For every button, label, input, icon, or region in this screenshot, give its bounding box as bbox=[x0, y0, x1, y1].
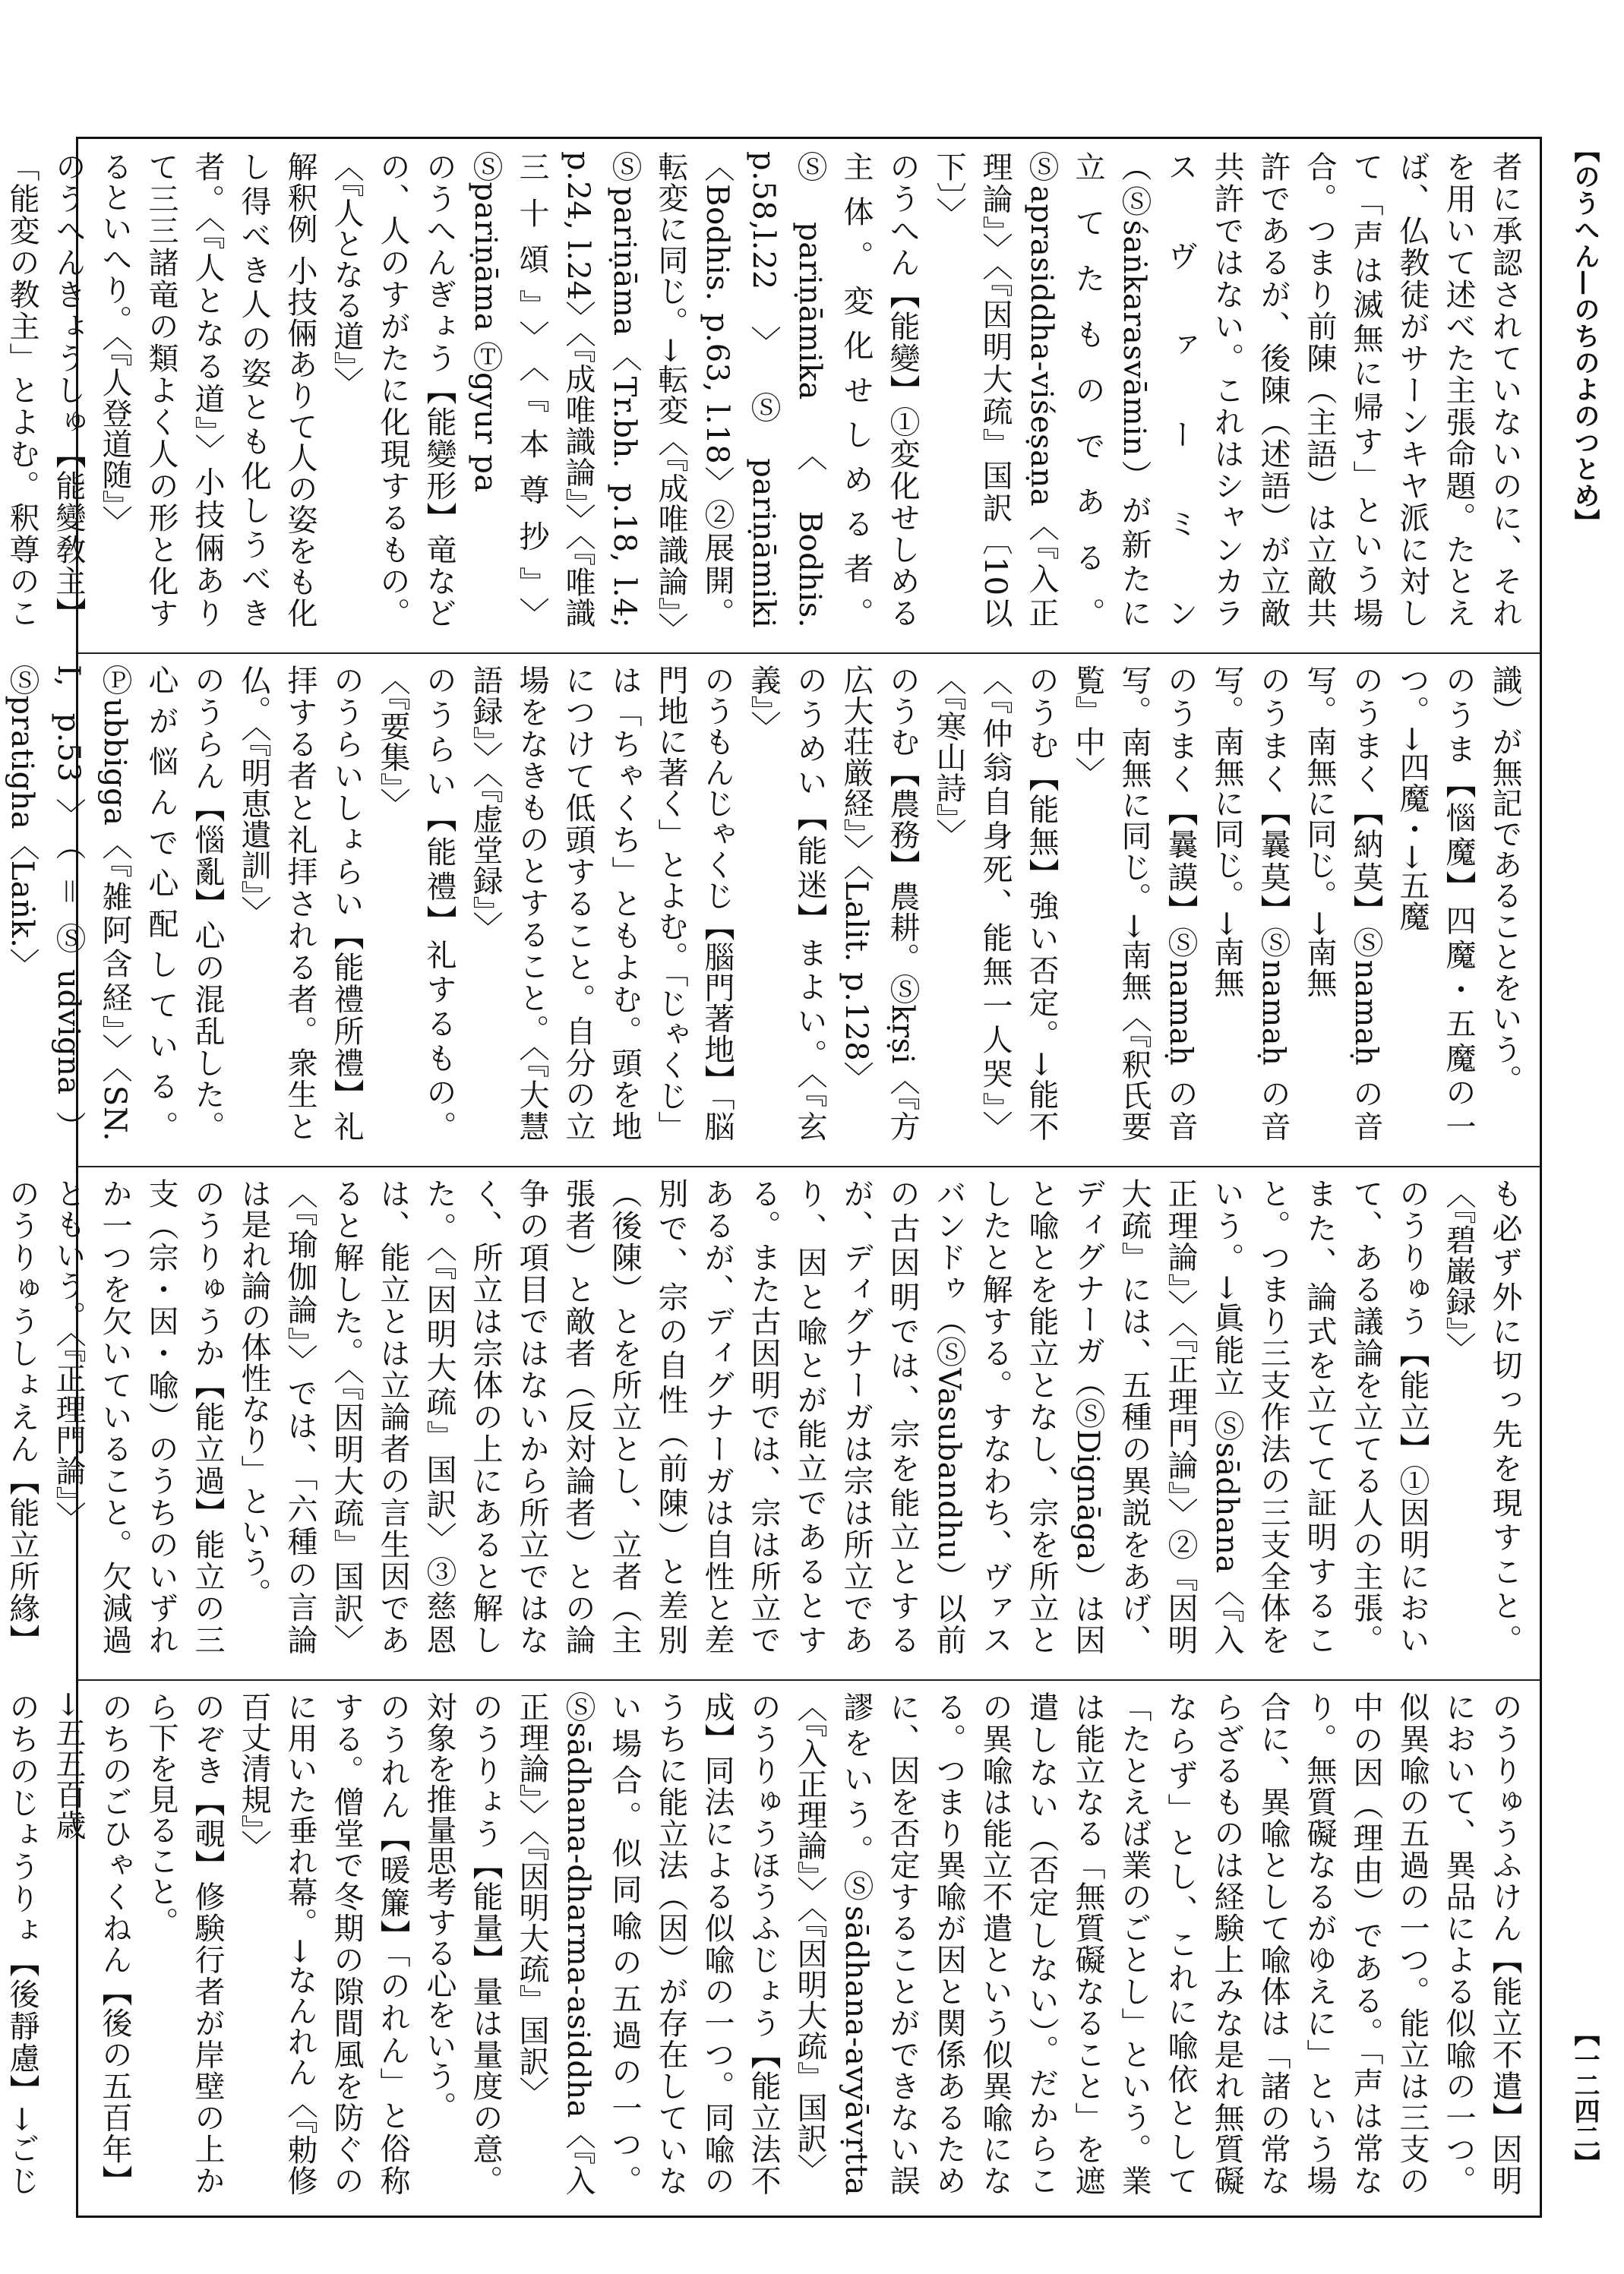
entry: のうらいしょらい【能禮所禮】礼拝する者と礼拝される者。衆生と仏。〈『明恵遺訓』〉 bbox=[236, 665, 364, 1142]
tier-2 bbox=[5, 665, 1528, 1142]
entry: のうま【惱魔】四魔・五魔の一つ。→四魔・→五魔 bbox=[1395, 665, 1476, 1142]
page-frame bbox=[5, 137, 1542, 2218]
entry: のうりゅうしょえん【能立所緣】 bbox=[5, 1178, 39, 1655]
entry: のうむ【農務】農耕。Ⓢkṛṣi〈『方広大荘厳経』〉〈Lalit. p.128〉 bbox=[839, 665, 920, 1142]
entry: のうらん【惱亂】心の混乱した。心が悩んで心配している。Ⓟubbigga〈『雑阿含経』〉〈SN. I, p.53〉（＝Ⓢudvigna）Ⓢpratigha〈Laṅk.〉 bbox=[5, 665, 225, 1142]
entry: のうまく【曩莫】Ⓢnamaḥ の音写。南無に同じ。→南無 bbox=[1209, 665, 1291, 1142]
entry: のぞき【覗】修験行者が岸壁の上から下を見ること。 bbox=[144, 1691, 225, 2196]
entry: のうめい【能迷】まよい。〈『玄義』〉 bbox=[746, 665, 827, 1142]
entry: のちのじょうりょ【後靜慮】→ごじ bbox=[5, 1691, 39, 2196]
entry: のうりゅうか【能立過】能立の三支（宗・因・喩）のうちのいずれか一つを欠いていること。欠減過ともいう。〈『正理門論』〉 bbox=[51, 1178, 225, 1655]
entry: のうまく【納莫】Ⓢnamaḥ の音写。南無に同じ。→南無 bbox=[1302, 665, 1383, 1142]
entry: のうへん【能變】①変化せしめる主体。変化せしめる者。Ⓢpariṇāmika〈Bodhis. p.58,l.22〉Ⓢpariṇāmiki〈Bodhis. p.63, l.18〉②展開。転変に同じ。→転変〈『成唯識論』〉Ⓢpariṇāma〈Tr.bh. p.18, l.4; p.24, l.24〉〈『成唯識論』〉〈『唯識三十頌』〉〈『本尊抄』〉Ⓢpariṇāma Ⓣgyur pa bbox=[468, 151, 920, 628]
tier-divider bbox=[78, 1166, 1540, 1167]
tier-divider bbox=[78, 1679, 1540, 1681]
entry: 解釈例 小技倆ありて人の姿をも化し得べき人の姿とも化しうべき者。〈『人となる道』〉小技倆ありて三三諸竜の類よく人の形と化するといへり。〈『人登道随』〉 bbox=[97, 151, 318, 628]
entry: のうれん【暖簾】「のれん」と俗称する。僧堂で冬期の隙間風を防ぐのに用いた垂れ幕。→なんれん〈『勅修百丈清規』〉 bbox=[236, 1691, 410, 2196]
entry: のうへんぎょう【能變形】竜などの、人のすがたに化現するもの。〈『人となる道』〉 bbox=[329, 151, 457, 628]
tier-divider bbox=[78, 652, 1540, 654]
tier-4 bbox=[5, 1691, 1528, 2197]
page-number: 【一二四二】 bbox=[1569, 2020, 1600, 2175]
tier-1 bbox=[5, 151, 1528, 628]
entry: のうりゅう【能立】①因明において、ある議論を立てる人の主張。また、論式を立てて証明すること。つまり三支作法の三支全体をいう。→眞能立 Ⓢsādhana〈『入正理論』〉〈『正理門論』〉②『因明大疏』には、五種の異説をあげ、ディグナーガ（ⓈDignāga）は因と喩とを能立となし、宗を所立としたと解する。すなわち、ヴァスバンドゥ（ⓈVasubandhu）以前の古因明では、宗を能立とするが、ディグナーガは宗は所立であり、因と喩とが能立であるとする。また古因明では、宗は所立であるが、ディグナーガは自性と差別で、宗の自性（前陳）と差別（後陳）とを所立とし、立者（主張者）と敵者（反対論者）との論争の項目ではないから所立ではなく、所立は宗体の上にあると解した。〈『因明大疏』国訳〉③慈恩は、能立とは立論者の言生因であると解した。〈『因明大疏』国訳〉〈『瑜伽論』〉では、「六種の言論は是れ論の体性なり」という。 bbox=[236, 1178, 1430, 1655]
entry: 識）が無記であることをいう。 bbox=[1487, 665, 1522, 1095]
entry: も必ず外に切っ先を現すこと。〈『碧巌録』〉 bbox=[1441, 1178, 1522, 1655]
tier-3 bbox=[5, 1178, 1528, 1655]
entry: のうむ【能無】強い否定。→能不〈『仲翁自身死、能無一人哭』〉〈『寒山詩』〉 bbox=[931, 665, 1059, 1142]
entry: のうへんきょうしゅ【能變敎主】「能変の教主」とよむ。釈尊のこ bbox=[5, 151, 86, 628]
entry: のうまく【曩謨】Ⓢnamaḥ の音写。南無に同じ。→南無〈『釈氏要覧』中〉 bbox=[1070, 665, 1198, 1142]
entry: のうらい【能禮】礼するもの。〈『要集』〉 bbox=[375, 665, 457, 1142]
entry: のうりょう【能量】量は量度の意。対象を推量思考する心をいう。 bbox=[422, 1691, 503, 2196]
entry: のちのごひゃくねん【後の五百年】→五五百歳 bbox=[51, 1691, 132, 2196]
entry: のうもんじゃくじ【腦門著地】「脳門地に著く」とよむ。「じゃくじ」は「ちゃくち」ともよむ。頭を地につけて低頭すること。自分の立場をなきものとすること。〈『大慧語録』〉〈『虚堂録』〉 bbox=[468, 665, 735, 1142]
entry: のうりゅうふけん【能立不遣】因明において、異品による似喩の一つ。似異喩の五過の一つ。能立は三支の中の因（理由）である。「声は常なり。無質礙なるがゆえに」という場合に、異喩として喩体は「諸の常ならざるものは経験上みな是れ無質礙ならず」とし、これに喩依として「たとえば業のごとし」という。業は能立なる「無質礙なること」を遮遣しない（否定しない）。だからこの異喩は能立不遣という似異喩になる。つまり異喩が因と関係あるために、因を否定することができない誤謬をいう。Ⓢsādhana-avyāvṛtta〈『入正理論』〉〈『因明大疏』国訳〉 bbox=[792, 1691, 1522, 2197]
entry: 者に承認されていないのに、それを用いて述べた主張命題。たとえば、仏教徒がサーンキヤ派に対して「声は滅無に帰す」という場合。つまり前陳（主語）は立敵共許であるが、後陳（述語）が立敵共許ではない。これはシャンカラスヴァーミン（Ⓢśaṅkarasvāmin）が新たに立てたものである。Ⓢaprasiddha-viśeṣaṇa〈『入正理論』〉〈『因明大疏』国訳〔10以下〕〉 bbox=[931, 151, 1522, 628]
running-head: 【のうへん—のちのよのつとめ】 bbox=[1569, 137, 1600, 535]
entry: のうりゅうほうふじょう【能立法不成】同法による似喩の一つ。同喩のうちに能立法（因）が存在していない場合。似同喩の五過の一つ。Ⓢsādhana-dharma-asiddha〈『入正理論』〉〈『因明大疏』国訳〉 bbox=[514, 1691, 781, 2197]
